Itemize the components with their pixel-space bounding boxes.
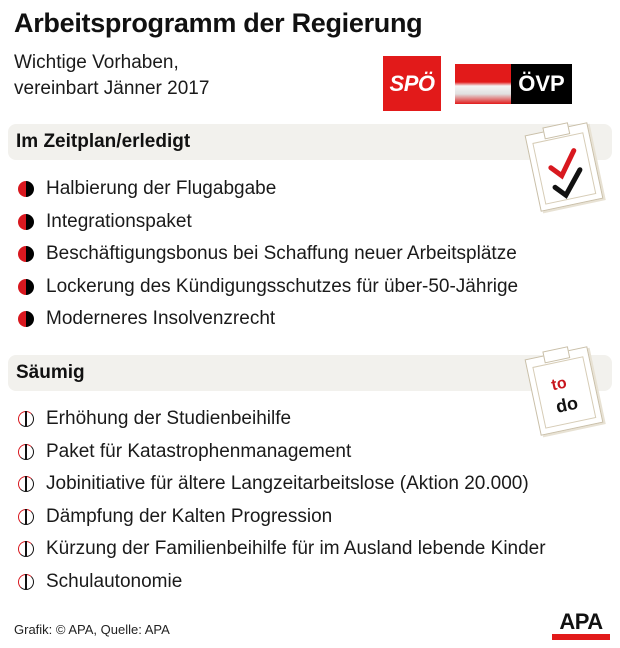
done-list bbox=[18, 173, 518, 336]
open-circle-icon bbox=[18, 574, 34, 590]
list-item: Dämpfung der Kalten Progression bbox=[18, 501, 546, 534]
list-item: Lockerung des Kündigungsschutzes für über-50-Jährige bbox=[18, 271, 518, 304]
source-credit: Grafik: © APA, Quelle: APA bbox=[14, 622, 170, 637]
list-item: Schulautonomie bbox=[18, 566, 546, 599]
subtitle bbox=[14, 50, 209, 102]
list-item: Jobinitiative für ältere Langzeitarbeitslose (Aktion 20.000) bbox=[18, 468, 546, 501]
spo-logo: SPÖ bbox=[383, 56, 441, 111]
open-circle-icon bbox=[18, 541, 34, 557]
open-circle-icon bbox=[18, 411, 34, 427]
list-item: Moderneres Insolvenzrecht bbox=[18, 303, 518, 336]
open-circle-icon bbox=[18, 444, 34, 460]
subtitle-line-2: vereinbart Jänner 2017 bbox=[14, 78, 210, 99]
apa-logo: APA bbox=[552, 612, 610, 640]
open-circle-icon bbox=[18, 476, 34, 492]
list-item: Beschäftigungsbonus bei Schaffung neuer Arbeitsplätze bbox=[18, 238, 518, 271]
open-list bbox=[18, 403, 546, 598]
half-filled-circle-icon bbox=[18, 279, 34, 295]
half-filled-circle-icon bbox=[18, 246, 34, 262]
page-title: Arbeitsprogramm der Regierung bbox=[14, 8, 423, 38]
section-header-open bbox=[8, 355, 612, 391]
list-item: Halbierung der Flugabgabe bbox=[18, 173, 518, 206]
subtitle-line-1: Wichtige Vorhaben, bbox=[14, 52, 179, 73]
section-title-done: Im Zeitplan/erledigt bbox=[16, 131, 191, 152]
list-item: Integrationspaket bbox=[18, 206, 518, 239]
clipboard-todo-icon: to do bbox=[525, 346, 604, 436]
list-item: Paket für Katastrophenmanagement bbox=[18, 436, 546, 469]
ovp-logo-text: ÖVP bbox=[511, 64, 572, 104]
list-item: Kürzung der Familienbeihilfe für im Ausland lebende Kinder bbox=[18, 533, 546, 566]
half-filled-circle-icon bbox=[18, 181, 34, 197]
list-item: Erhöhung der Studienbeihilfe bbox=[18, 403, 546, 436]
half-filled-circle-icon bbox=[18, 214, 34, 230]
ovp-flag-icon bbox=[455, 64, 511, 104]
apa-logo-bar bbox=[552, 634, 610, 640]
open-circle-icon bbox=[18, 509, 34, 525]
section-title-open: Säumig bbox=[16, 362, 85, 383]
half-filled-circle-icon bbox=[18, 311, 34, 327]
ovp-logo bbox=[455, 64, 572, 104]
